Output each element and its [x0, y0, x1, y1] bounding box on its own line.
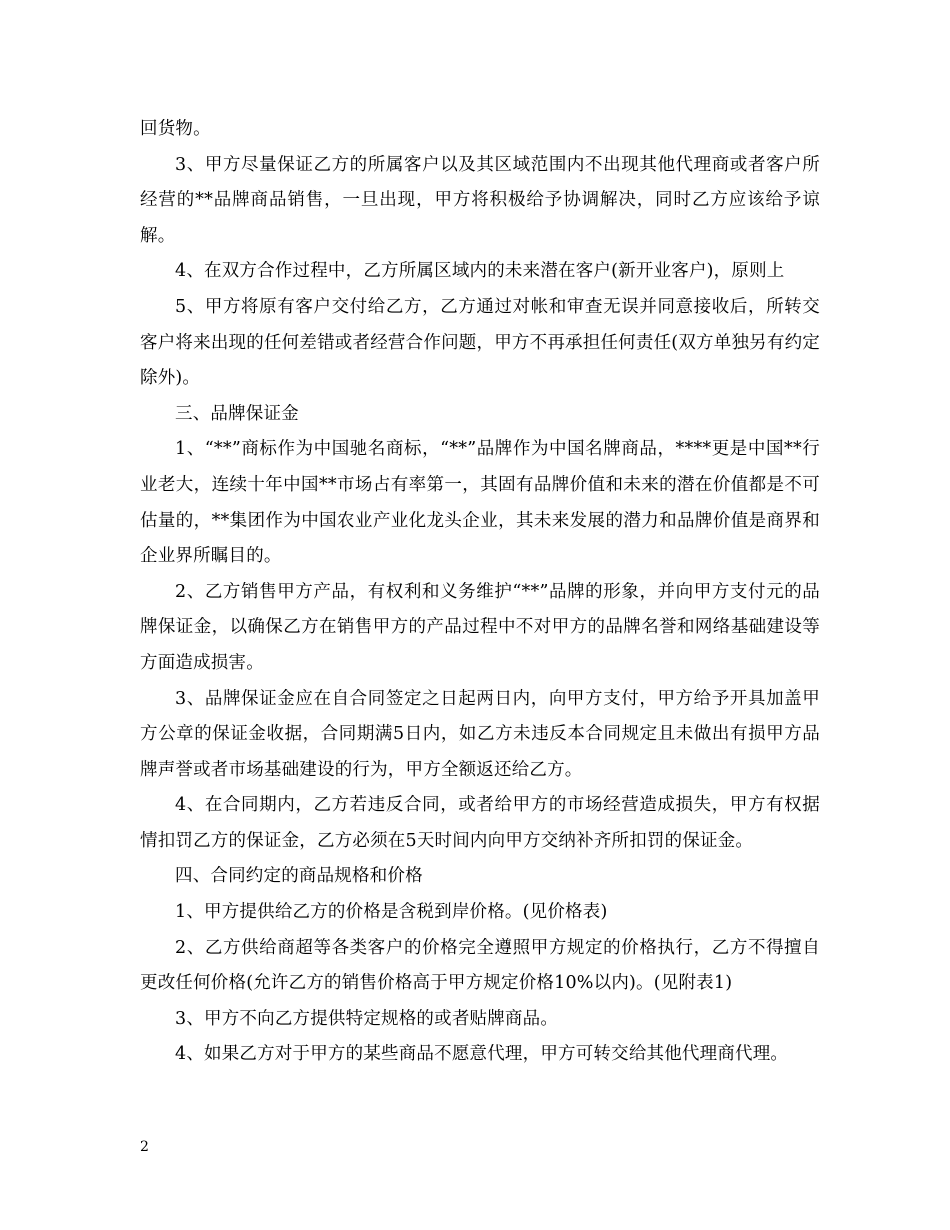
paragraph-clause-5: 5、甲方将原有客户交付给乙方，乙方通过对帐和审查无误并同意接收后，所转交客户将来出现的任何差错或者经营合作问题，甲方不再承担任何责任(双方单独另有约定除外)。 — [140, 296, 820, 389]
paragraph-price-1: 1、甲方提供给乙方的价格是含税到岸价格。(见价格表) — [175, 902, 608, 923]
section-heading-specs-price: 四、合同约定的商品规格和价格 — [175, 866, 423, 887]
paragraph-continuation: 回货物。 — [140, 119, 211, 139]
section-heading-brand-deposit: 三、品牌保证金 — [175, 403, 299, 424]
document-body — [140, 112, 820, 1073]
paragraph-deposit-4: 4、在合同期内，乙方若违反合同，或者给甲方的市场经营造成损失，甲方有权据情扣罚乙方的保证金，乙方必须在5天时间内向甲方交纳补齐所扣罚的保证金。 — [140, 795, 820, 851]
paragraph-price-4: 4、如果乙方对于甲方的某些商品不愿意代理，甲方可转交给其他代理商代理。 — [175, 1044, 789, 1065]
paragraph-price-3: 3、甲方不向乙方提供特定规格的或者贴牌商品。 — [175, 1008, 559, 1029]
paragraph-price-2: 2、乙方供给商超等各类客户的价格完全遵照甲方规定的价格执行，乙方不得擅自更改任何价格(允许乙方的销售价格高于甲方规定价格10%以内)。(见附表1) — [140, 937, 820, 994]
paragraph-clause-3: 3、甲方尽量保证乙方的所属客户以及其区域范围内不出现其他代理商或者客户所经营的**品牌商品销售，一旦出现，甲方将积极给予协调解决，同时乙方应该给予谅解。 — [140, 154, 820, 246]
paragraph-deposit-2: 2、乙方销售甲方产品，有权利和义务维护“**”品牌的形象，并向甲方支付元的品牌保证金，以确保乙方在销售甲方的产品过程中不对甲方的品牌名誉和网络基础建设等方面造成损害。 — [140, 581, 820, 673]
paragraph-clause-4: 4、在双方合作过程中，乙方所属区域内的未来潜在客户(新开业客户)，原则上 — [175, 261, 785, 282]
paragraph-deposit-3: 3、品牌保证金应在自合同签定之日起两日内，向甲方支付，甲方给予开具加盖甲方公章的保证金收据，合同期满5日内，如乙方未违反本合同规定且未做出有损甲方品牌声誉或者市场基础建设的行为，甲方全额返还给乙方。 — [140, 688, 820, 780]
paragraph-deposit-1: 1、“**”商标作为中国驰名商标，“**”品牌作为中国名牌商品，****更是中国**行业老大，连续十年中国**市场占有率第一，其固有品牌价值和未来的潜在价值都是不可估量的，**集团作为中国农业产业化龙头企业，其未来发展的潜力和品牌价值是商界和企业界所瞩目的。 — [140, 439, 820, 567]
page-number: 2 — [140, 1139, 149, 1155]
